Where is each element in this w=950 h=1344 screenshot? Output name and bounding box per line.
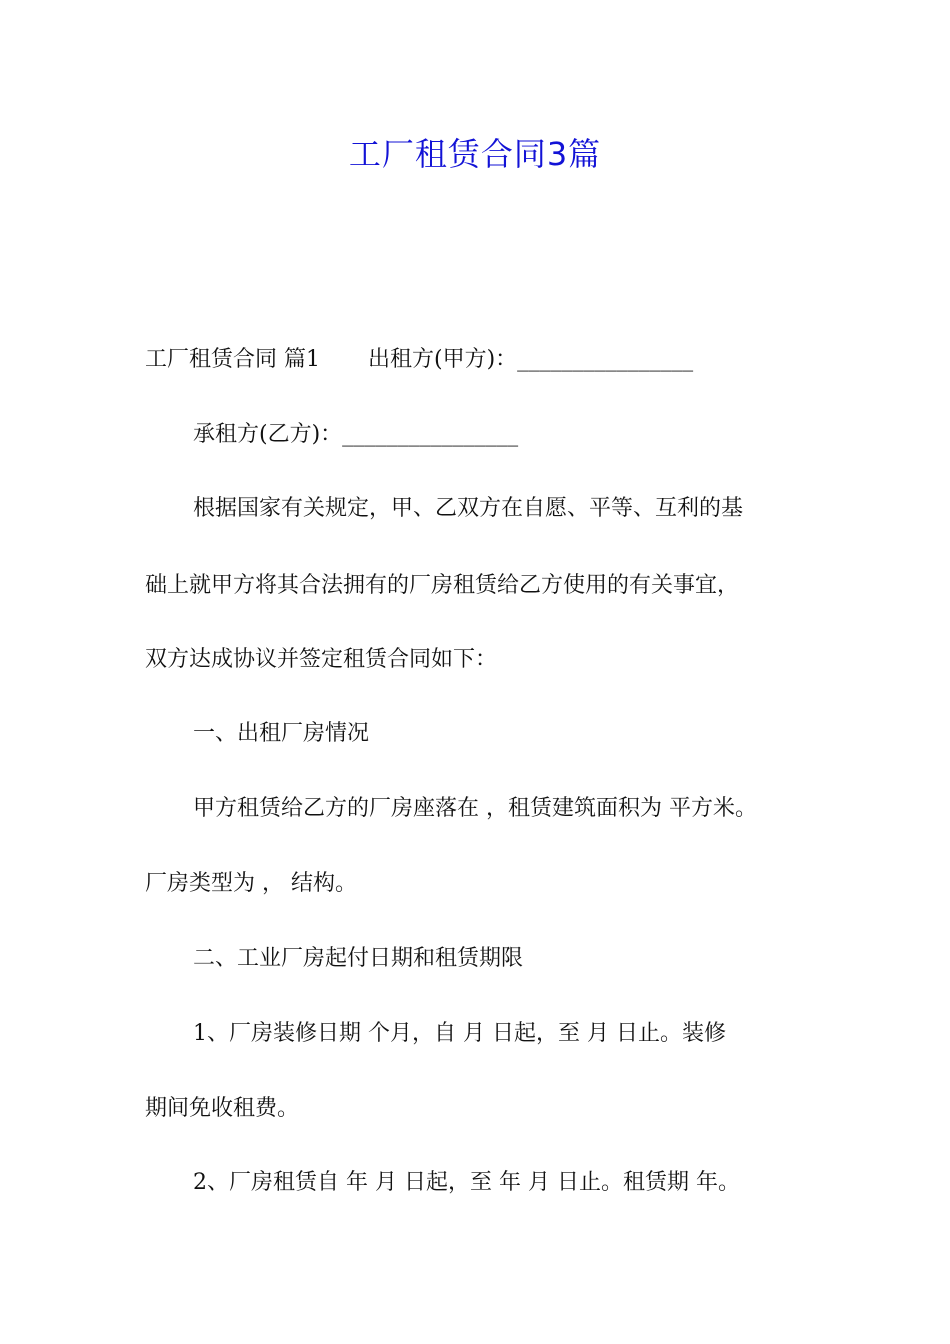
paragraph-line: 根据国家有关规定，甲、乙双方在自愿、平等、互利的基 bbox=[193, 496, 744, 521]
lessee-field: 承租方(乙方)：________________ bbox=[193, 422, 519, 447]
paragraph-line: 期间免收租费。 bbox=[145, 1096, 300, 1121]
section-heading: 二、工业厂房起付日期和租赁期限 bbox=[193, 946, 524, 971]
section-heading: 一、出租厂房情况 bbox=[193, 721, 370, 746]
paragraph-line: 甲方租赁给乙方的厂房座落在 ，租赁建筑面积为 平方米。 bbox=[193, 796, 757, 821]
paragraph-line: 厂房类型为 ， 结构。 bbox=[145, 871, 357, 896]
paragraph-line: 2、厂房租赁自 年 月 日起，至 年 月 日止。租赁期 年。 bbox=[193, 1170, 740, 1195]
paragraph-line: 1、厂房装修日期 个月，自 月 日起，至 月 日止。装修 bbox=[193, 1021, 726, 1046]
section-heading-part1: 工厂租赁合同 篇1 bbox=[145, 347, 320, 372]
contract-party-lessor-line bbox=[145, 343, 825, 377]
paragraph-line: 础上就甲方将其合法拥有的厂房租赁给乙方使用的有关事宜， bbox=[145, 573, 740, 598]
lessor-field: 出租方(甲方)：________________ bbox=[368, 347, 694, 372]
paragraph-line: 双方达成协议并签定租赁合同如下： bbox=[145, 647, 498, 672]
document-title: 工厂租赁合同3篇 bbox=[348, 135, 602, 173]
